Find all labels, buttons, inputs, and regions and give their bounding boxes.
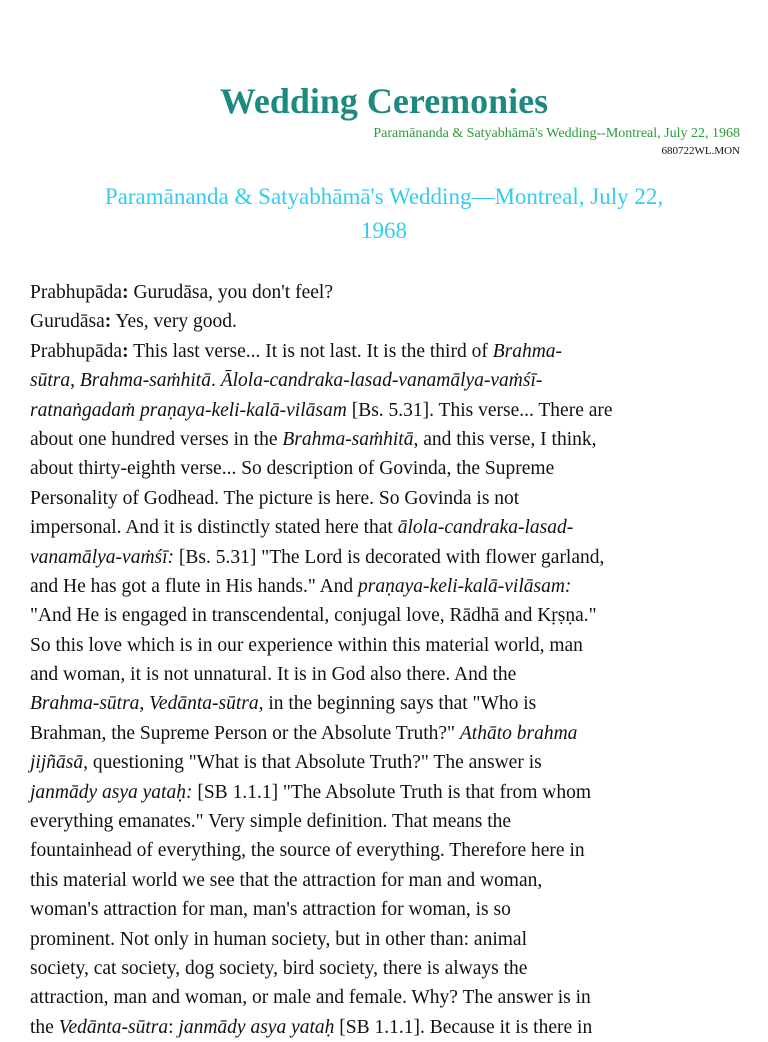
transcript-line — [30, 572, 736, 601]
transcript-line: "And He is engaged in transcendental, conjugal love, Rādhā and Kṛṣṇa." — [30, 605, 597, 627]
transcript-line — [30, 513, 736, 542]
transcript-line: everything emanates." Very simple definition. That means the — [30, 811, 512, 833]
sanskrit-term: praṇaya-keli-kalā-vilāsam: — [358, 575, 572, 597]
transcript-line: and woman, it is not unnatural. It is in God also there. And the — [30, 664, 517, 686]
line-text: [Bs. 5.31] "The Lord is decorated with flower garland, — [174, 546, 605, 568]
transcript-body — [30, 278, 736, 1042]
section-heading — [30, 180, 738, 248]
line-text: [Bs. 5.31]. This verse... There are — [346, 399, 613, 421]
transcript-line — [30, 396, 736, 425]
line-text: the — [30, 1016, 59, 1038]
transcript-line — [30, 748, 736, 777]
sanskrit-term: jijñāsā — [30, 752, 84, 774]
section-heading-line-1: Paramānanda & Satyabhāmā's Wedding—Montreal, July 22, — [104, 184, 664, 209]
line-text: , and this verse, I think, — [413, 428, 597, 450]
line-text: [SB 1.1.1]. Because it is there in — [334, 1016, 593, 1038]
speaker-colon: : — [122, 340, 129, 362]
sanskrit-term: Brahma-saṁhitā — [282, 428, 414, 450]
transcript-line: fountainhead of everything, the source of everything. Therefore here in — [30, 840, 585, 862]
transcript-line: prominent. Not only in human society, but in other than: animal — [30, 928, 527, 950]
transcript-line — [30, 278, 736, 307]
document-subtitle: Paramānanda & Satyabhāmā's Wedding--Montreal, July 22, 1968 — [373, 126, 740, 141]
line-text: and He has got a flute in His hands." And — [30, 575, 359, 597]
sanskrit-term: Brahma-sūtra — [30, 693, 140, 715]
transcript-line: attraction, man and woman, or male and female. Why? The answer is in — [30, 987, 591, 1009]
line-text: [SB 1.1.1] "The Absolute Truth is that from whom — [192, 781, 591, 803]
speaker-name: Prabhupāda — [30, 340, 123, 362]
document-title: Wedding Ceremonies — [219, 81, 549, 121]
sanskrit-term: Brahma- — [492, 340, 563, 362]
sanskrit-term: sūtra — [30, 370, 71, 392]
transcript-line — [30, 1013, 736, 1042]
transcript-line — [30, 337, 736, 366]
line-text: about one hundred verses in the — [30, 428, 283, 450]
sanskrit-term: ālola-candraka-lasad- — [397, 517, 574, 539]
transcript-line — [30, 307, 736, 336]
transcript-line: this material world we see that the attraction for man and woman, — [30, 869, 543, 891]
line-text: , questioning "What is that Absolute Truth?" The answer is — [83, 752, 542, 774]
speaker-name: Gurudāsa — [30, 311, 105, 333]
utterance-text: This last verse... It is not last. It is the third of — [128, 340, 493, 362]
line-text: , — [70, 370, 80, 392]
section-heading-line-2: 1968 — [361, 218, 407, 243]
transcript-line — [30, 778, 736, 807]
transcript-line — [30, 543, 736, 572]
speaker-name: Prabhupāda — [30, 282, 123, 303]
sanskrit-term: Athāto brahma — [459, 722, 578, 744]
sanskrit-term: vanamālya-vaṁśī: — [30, 546, 175, 568]
utterance-text: Yes, very good. — [111, 311, 237, 333]
transcript-line: woman's attraction for man, man's attraction for woman, is so — [30, 899, 511, 921]
transcript-line — [30, 689, 736, 718]
line-text: . — [210, 370, 221, 392]
line-text: , — [139, 693, 150, 715]
sanskrit-term: Vedānta-sūtra — [58, 1016, 169, 1038]
line-text: , in the beginning says that "Who is — [258, 693, 537, 715]
line-text: Brahman, the Supreme Person or the Absolute Truth?" — [30, 722, 460, 744]
transcript-line: society, cat society, dog society, bird society, there is always the — [30, 957, 528, 979]
document-code: 680722WL.MON — [661, 145, 740, 157]
transcript-line — [30, 425, 736, 454]
transcript-line — [30, 366, 736, 395]
line-text: : — [168, 1016, 179, 1038]
sanskrit-term: janmādy asya yataḥ — [178, 1016, 335, 1038]
sanskrit-term: janmādy asya yataḥ: — [30, 781, 193, 803]
transcript-line: Personality of Godhead. The picture is here. So Govinda is not — [30, 487, 520, 509]
sanskrit-term: Brahma-saṁhitā — [79, 370, 211, 392]
sanskrit-term: Vedānta-sūtra — [149, 693, 259, 715]
transcript-line: about thirty-eighth verse... So description of Govinda, the Supreme — [30, 458, 555, 480]
utterance-text: Gurudāsa, you don't feel? — [128, 282, 333, 303]
line-text: impersonal. And it is distinctly stated here that — [30, 517, 398, 539]
transcript-line — [30, 719, 736, 748]
transcript-line: So this love which is in our experience within this material world, man — [30, 634, 583, 656]
sanskrit-term: Ālola-candraka-lasad-vanamālya-vaṁśī- — [220, 370, 543, 392]
speaker-colon: : — [122, 282, 129, 303]
sanskrit-term: ratnaṅgadaṁ praṇaya-keli-kalā-vilāsam — [30, 399, 347, 421]
speaker-colon: : — [104, 311, 112, 333]
